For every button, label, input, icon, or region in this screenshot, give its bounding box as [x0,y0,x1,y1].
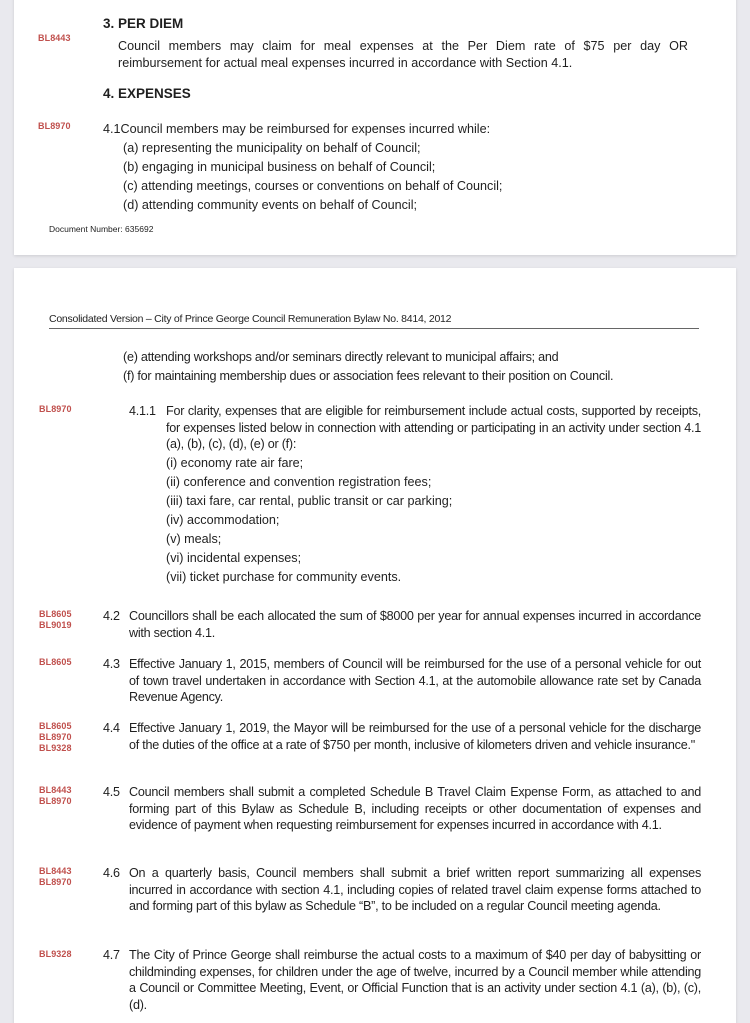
bylaw-reference: BL8443 [38,33,71,43]
list-item: (vii) ticket purchase for community events. [166,570,402,584]
clause-intro: Council members may be reimbursed for expenses incurred while: [120,122,491,136]
document-number: Document Number: 635692 [49,224,154,234]
clause-number: 4.6 [103,866,120,880]
clause-number: 4.1 [103,122,121,136]
clause-4-4-text: Effective January 1, 2019, the Mayor will be reimbursed for the use of a personal vehicle for the discharge of the duties of the office at a rate of $750 per month, inclusive of kilometers driven and vehicle insurance." [129,721,701,752]
bylaw-reference: BL8605 BL9019 [39,609,72,630]
clause-4-2-text: Councillors shall be each allocated the sum of $8000 per year for annual expenses incurred in accordance with section 4.1. [129,609,701,640]
clause-number: 4.5 [103,785,120,799]
bylaw-reference: BL9328 [39,949,72,959]
bylaw-reference: BL8970 [39,404,72,414]
bylaw-reference: BL8970 [38,121,71,131]
section-heading-per-diem: 3. PER DIEM [103,16,184,31]
clause-4-6-text: On a quarterly basis, Council members shall submit a brief written report summarizing all expenses incurred in accordance with section 4.1, including copies of related travel claim expense forms attached to and forming part of this bylaw as Schedule “B”, to be included on a regular Council meeting agenda. [129,866,701,913]
list-item: (e) attending workshops and/or seminars directly relevant to municipal affairs; and [123,350,559,364]
list-item: (vi) incidental expenses; [166,551,302,565]
list-item: (iii) taxi fare, car rental, public transit or car parking; [166,494,453,508]
clause-number: 4.2 [103,609,120,623]
bylaw-reference: BL8605 [39,657,72,667]
list-item: (d) attending community events on behalf of Council; [123,198,418,212]
clause-number: 4.4 [103,721,120,735]
bylaw-reference: BL8443 BL8970 [39,866,72,887]
bylaw-reference: BL8443 BL8970 [39,785,72,806]
list-item: (b) engaging in municipal business on behalf of Council; [123,160,436,174]
running-header: Consolidated Version – City of Prince George Council Remuneration Bylaw No. 8414, 2012 [49,313,699,329]
clause-4-1 [103,121,490,137]
list-item: (c) attending meetings, courses or conventions on behalf of Council; [123,179,503,193]
list-item: (ii) conference and convention registration fees; [166,475,432,489]
clause-number: 4.1.1 [129,404,156,418]
clause-number: 4.3 [103,657,120,671]
list-item: (iv) accommodation; [166,513,280,527]
clause-4-5-text: Council members shall submit a completed Schedule B Travel Claim Expense Form, as attached to and forming part of this Bylaw as Schedule B, including receipts or other documentation of expenses and evidence of payment when requesting reimbursement for expenses incurred in accordance with 4.1. [129,785,701,832]
list-item: (v) meals; [166,532,222,546]
clause-number: 4.7 [103,948,120,962]
list-item: (f) for maintaining membership dues or association fees relevant to their position on Council. [123,369,614,383]
clause-4-1-1-text: For clarity, expenses that are eligible for reimbursement include actual costs, supported by receipts, for expenses listed below in connection with attending or participating in an activity under section 4.1 (a), (b), (c), (d), (e) or (f): [166,404,701,451]
list-item: (a) representing the municipality on behalf of Council; [123,141,421,155]
document-page-1 [14,0,736,255]
clause-4-7-text: The City of Prince George shall reimburse the actual costs to a maximum of $40 per day of babysitting or childminding expenses, for children under the age of twelve, incurred by a Council member while attending a Council or Committee Meeting, Event, or Official Function that is an activity under section 4.1 (a), (b), (c), (d). [129,948,701,1012]
per-diem-paragraph: Council members may claim for meal expenses at the Per Diem rate of $75 per day OR reimbursement for actual meal expenses incurred in accordance with Section 4.1. [118,39,688,70]
list-item: (i) economy rate air fare; [166,456,304,470]
bylaw-reference: BL8605 BL8970 BL9328 [39,721,72,753]
document-page-2 [14,268,736,1023]
section-heading-expenses: 4. EXPENSES [103,86,191,101]
clause-4-3-text: Effective January 1, 2015, members of Council will be reimbursed for the use of a personal vehicle for out of town travel undertaken in accordance with Section 4.1, at the automobile allowance rate set by Canada Revenue Agency. [129,657,701,704]
